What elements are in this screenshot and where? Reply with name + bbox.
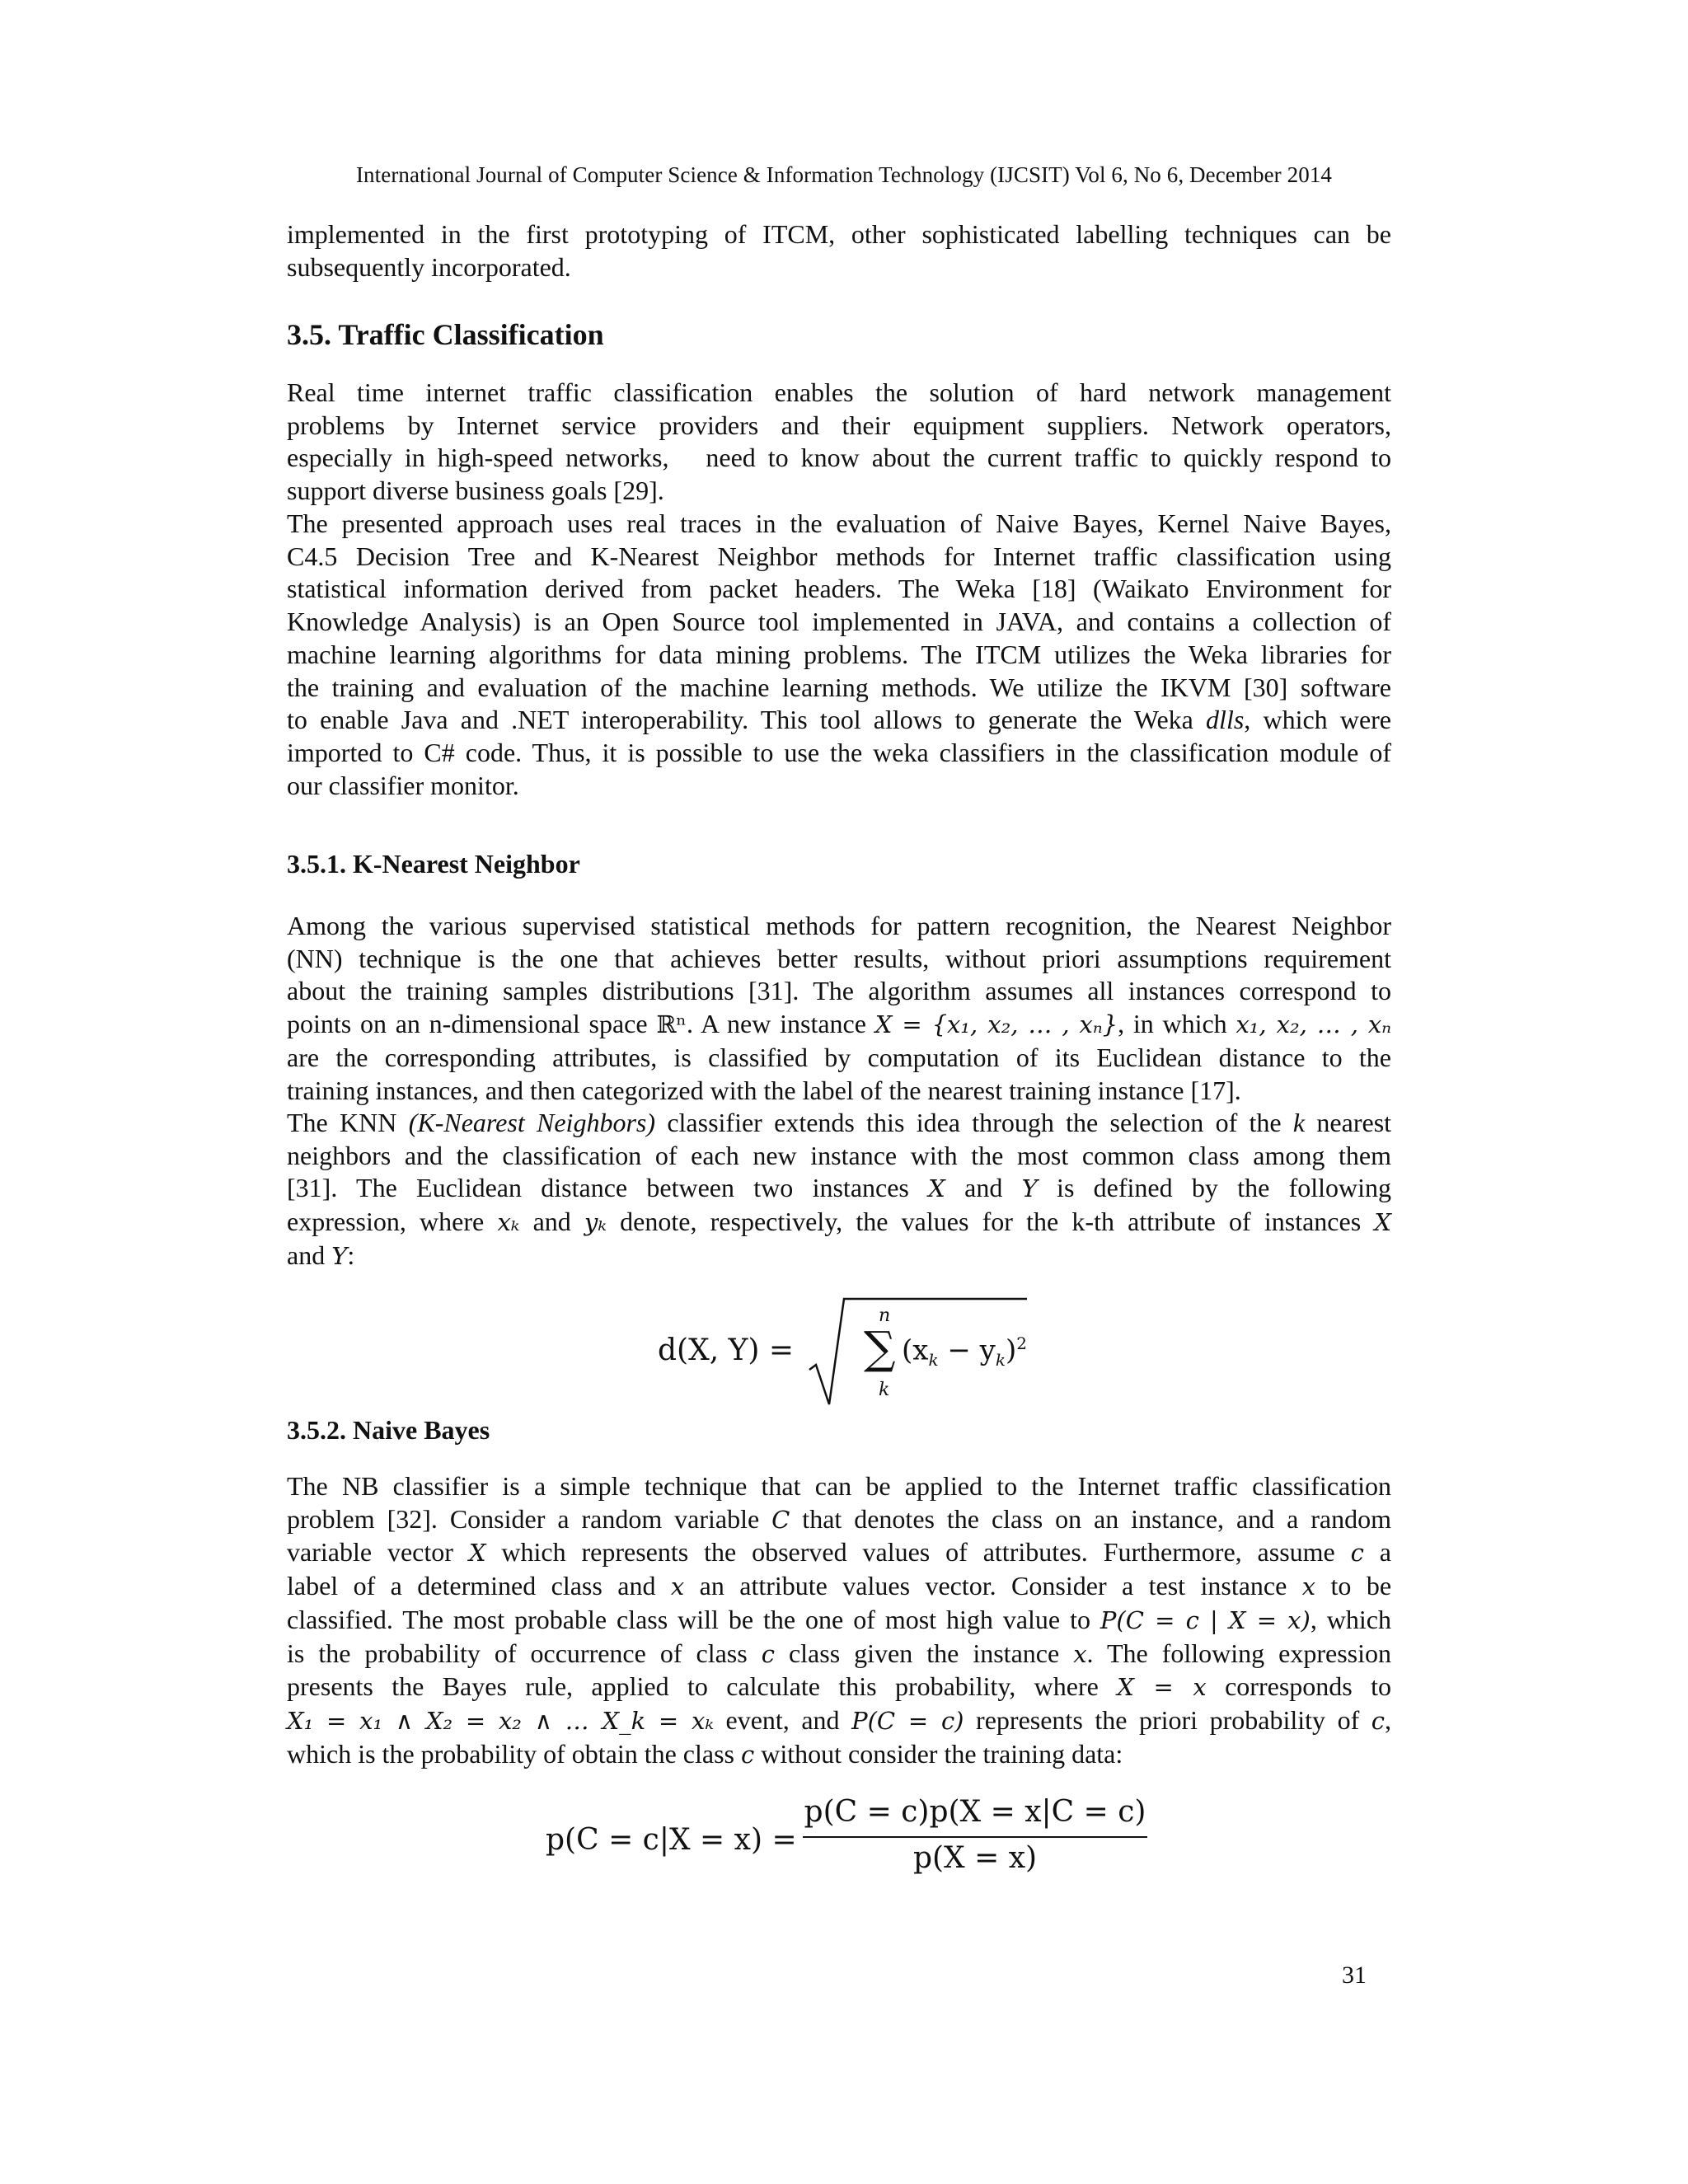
fraction-denominator: p(X = x) xyxy=(912,1841,1038,1875)
text-line xyxy=(287,1738,1391,1772)
sum-lower-limit: k xyxy=(879,1380,890,1400)
text-run: nearest xyxy=(1305,1108,1392,1137)
math-var: x xyxy=(1073,1639,1087,1668)
naive-bayes-paragraph xyxy=(287,1470,1391,1771)
eq-subscript: k xyxy=(995,1350,1006,1371)
emphasis: k xyxy=(1292,1108,1306,1137)
text-run: . A new instance xyxy=(686,1009,875,1039)
text-line xyxy=(287,1638,1391,1671)
text-run: an attribute values vector. Consider a test instance xyxy=(684,1571,1302,1601)
math-var: c xyxy=(761,1639,775,1668)
math-var: xₖ xyxy=(497,1208,520,1237)
math-var: Y xyxy=(1021,1174,1038,1203)
emphasis: (K-Nearest Neighbors) xyxy=(408,1108,656,1137)
math-attribute-list: x₁, x₂, … , xₙ xyxy=(1236,1010,1392,1039)
text-run: The KNN xyxy=(287,1108,409,1137)
subsection-heading: 3.5.1. K-Nearest Neighbor xyxy=(287,849,580,879)
equation-euclidean-distance xyxy=(658,1294,1029,1409)
math-var: x xyxy=(670,1572,685,1601)
text-line: C4.5 Decision Tree and K-Nearest Neighbor methods for Internet traffic classification using xyxy=(287,541,1391,571)
text-line xyxy=(287,1671,1391,1704)
text-run: to enable Java and .NET interoperability. This tool allows to generate the Weka xyxy=(287,705,1207,735)
text-line: especially in high-speed networks, need to know about the current traffic to quickly respond to xyxy=(287,443,1391,473)
text-run: and xyxy=(287,1240,332,1270)
text-line: support diverse business goals [29]. xyxy=(287,476,664,506)
knn-paragraph-1 xyxy=(287,910,1391,1107)
knn-paragraph-2 xyxy=(287,1107,1391,1273)
text-line xyxy=(287,1240,1391,1273)
text-line xyxy=(287,1604,1391,1638)
text-line: about the training samples distributions [31]. The algorithm assumes all instances correspond to xyxy=(287,976,1391,1006)
math-var: X xyxy=(468,1539,486,1568)
traffic-paragraph-1 xyxy=(287,377,1391,508)
text-line: are the corresponding attributes, is classified by computation of its Euclidean distance to the xyxy=(287,1042,1391,1072)
text-line xyxy=(287,1107,1391,1140)
math-var: X xyxy=(928,1174,945,1203)
text-run: label of a determined class and xyxy=(287,1571,671,1601)
text-run: is the probability of occurrence of class xyxy=(287,1638,762,1668)
text-line: statistical information derived from packet headers. The Weka [18] (Waikato Environment for xyxy=(287,574,1391,604)
text-run: points on an n-dimensional space xyxy=(287,1009,657,1039)
text-run: classifier extends this idea through the selection of the xyxy=(655,1108,1293,1137)
math-var: c xyxy=(1371,1706,1386,1735)
running-header: International Journal of Computer Science & Information Technology (IJCSIT) Vol 6, No 6, December 2014 xyxy=(355,162,1333,187)
text-line: implemented in the first prototyping of ITCM, other sophisticated labelling techniques can be xyxy=(287,219,1391,249)
section-3-5 xyxy=(287,317,1391,352)
equation-lhs: d(X, Y) = xyxy=(658,1333,795,1367)
text-run: . The following expression xyxy=(1086,1638,1392,1668)
math-expression: X = x xyxy=(1117,1673,1207,1702)
text-line xyxy=(287,1704,1391,1738)
sum-upper-limit: n xyxy=(879,1305,891,1326)
text-line: neighbors and the classification of each new instance with the most common class among them xyxy=(287,1140,1391,1170)
text-run: and xyxy=(519,1207,584,1237)
fraction-numerator: p(C = c)p(X = x|C = c) xyxy=(804,1795,1146,1829)
text-run: classified. The most probable class will be the one of most high value to xyxy=(287,1604,1100,1634)
section-heading: 3.5. Traffic Classification xyxy=(287,318,604,351)
text-run: represents the priori probability of xyxy=(964,1704,1372,1735)
text-line: The NB classifier is a simple technique that can be applied to the Internet traffic classification xyxy=(287,1471,1391,1501)
text-line: The presented approach uses real traces in the evaluation of Naive Bayes, Kernel Naive Bayes, xyxy=(287,509,1391,538)
section-3-5-1 xyxy=(287,849,1391,879)
text-line: (NN) technique is the one that achieves better results, without priori assumptions requirement xyxy=(287,943,1391,973)
text-line xyxy=(287,1536,1391,1570)
text-run: : xyxy=(347,1240,355,1270)
eq-part: − y xyxy=(938,1333,996,1367)
text-run: , which were xyxy=(1244,705,1392,735)
text-line: training instances, and then categorized with the label of the nearest training instance [17]. xyxy=(287,1075,1241,1105)
text-run: problem [32]. Consider a random variable xyxy=(287,1503,772,1534)
text-line: problems by Internet service providers and their equipment suppliers. Network operators, xyxy=(287,410,1391,440)
math-instance-set: X = {x₁, x₂, … , xₙ} xyxy=(874,1010,1118,1039)
subsection-heading: 3.5.2. Naive Bayes xyxy=(287,1415,490,1445)
equation-lhs: p(C = c|X = x) = xyxy=(546,1823,797,1857)
emphasis: dlls xyxy=(1206,705,1245,735)
math-var: C xyxy=(771,1505,790,1534)
math-real-space: ℝⁿ xyxy=(656,1010,687,1039)
eq-part: (x xyxy=(902,1333,929,1367)
sum-symbol: ∑ xyxy=(864,1322,896,1374)
text-line: the training and evaluation of the machine learning methods. We utilize the IKVM [30] software xyxy=(287,672,1391,702)
math-var: c xyxy=(741,1740,755,1769)
eq-superscript: 2 xyxy=(1016,1333,1028,1353)
page-number: 31 xyxy=(1342,1961,1367,1989)
text-line xyxy=(287,1172,1391,1206)
fraction-bar xyxy=(803,1836,1147,1838)
text-run: [31]. The Euclidean distance between two instances xyxy=(287,1173,929,1203)
text-run: class given the instance xyxy=(774,1638,1074,1668)
text-line xyxy=(287,1008,1391,1042)
text-run: is defined by the following xyxy=(1037,1173,1392,1203)
math-var: X xyxy=(1374,1208,1392,1237)
text-run: , in which xyxy=(1118,1009,1236,1039)
text-line: Real time internet traffic classification enables the solution of hard network management xyxy=(287,377,1391,407)
text-line xyxy=(287,704,1391,737)
text-run: to be xyxy=(1315,1571,1392,1601)
text-run: which is the probability of obtain the class xyxy=(287,1738,741,1769)
intro-paragraph xyxy=(287,218,1391,284)
text-run: event, and xyxy=(713,1704,852,1735)
text-run: , which xyxy=(1310,1604,1392,1634)
text-run: denote, respectively, the values for the k-th attribute of instances xyxy=(606,1207,1375,1237)
text-line: Knowledge Analysis) is an Open Source tool implemented in JAVA, and contains a collection of xyxy=(287,607,1391,637)
traffic-paragraph-2 xyxy=(287,508,1391,802)
section-3-5-2 xyxy=(287,1415,1391,1446)
text-run: that denotes the class on an instance, and a random xyxy=(790,1503,1392,1534)
text-line: our classifier monitor. xyxy=(287,770,519,800)
text-run: presents the Bayes rule, applied to calculate this probability, where xyxy=(287,1671,1118,1702)
text-run: which represents the observed values of attributes. Furthermore, assume xyxy=(485,1537,1351,1568)
text-line xyxy=(287,1570,1391,1604)
text-line: machine learning algorithms for data mining problems. The ITCM utilizes the Weka libraries for xyxy=(287,639,1391,669)
eq-part: ) xyxy=(1006,1333,1017,1367)
text-run: corresponds to xyxy=(1206,1671,1391,1702)
math-var: c xyxy=(1350,1539,1364,1568)
text-line: Among the various supervised statistical methods for pattern recognition, the Nearest Neighbor xyxy=(287,911,1391,940)
equation-bayes-rule xyxy=(546,1795,1156,1886)
text-run: and xyxy=(945,1173,1022,1203)
math-var: yₖ xyxy=(584,1208,607,1237)
text-line: imported to C# code. Thus, it is possible to use the weka classifiers in the classification module of xyxy=(287,737,1391,767)
math-var: Y xyxy=(331,1241,348,1270)
equation-body xyxy=(902,1333,1027,1370)
math-expression: P(C = c) xyxy=(851,1706,964,1735)
text-line xyxy=(287,1206,1391,1240)
text-run: , xyxy=(1385,1704,1392,1735)
text-run: expression, where xyxy=(287,1207,498,1237)
text-line xyxy=(287,1503,1391,1537)
text-run: variable vector xyxy=(287,1537,469,1568)
math-expression: X₁ = x₁ ∧ X₂ = x₂ ∧ … X_k = xₖ xyxy=(287,1706,714,1735)
text-line: subsequently incorporated. xyxy=(287,251,571,282)
text-run: without consider the training data: xyxy=(754,1738,1123,1769)
math-expression: P(C = c | X = x) xyxy=(1100,1605,1311,1634)
eq-subscript: k xyxy=(928,1350,939,1371)
math-var: x xyxy=(1301,1572,1316,1601)
text-run: a xyxy=(1363,1537,1392,1568)
